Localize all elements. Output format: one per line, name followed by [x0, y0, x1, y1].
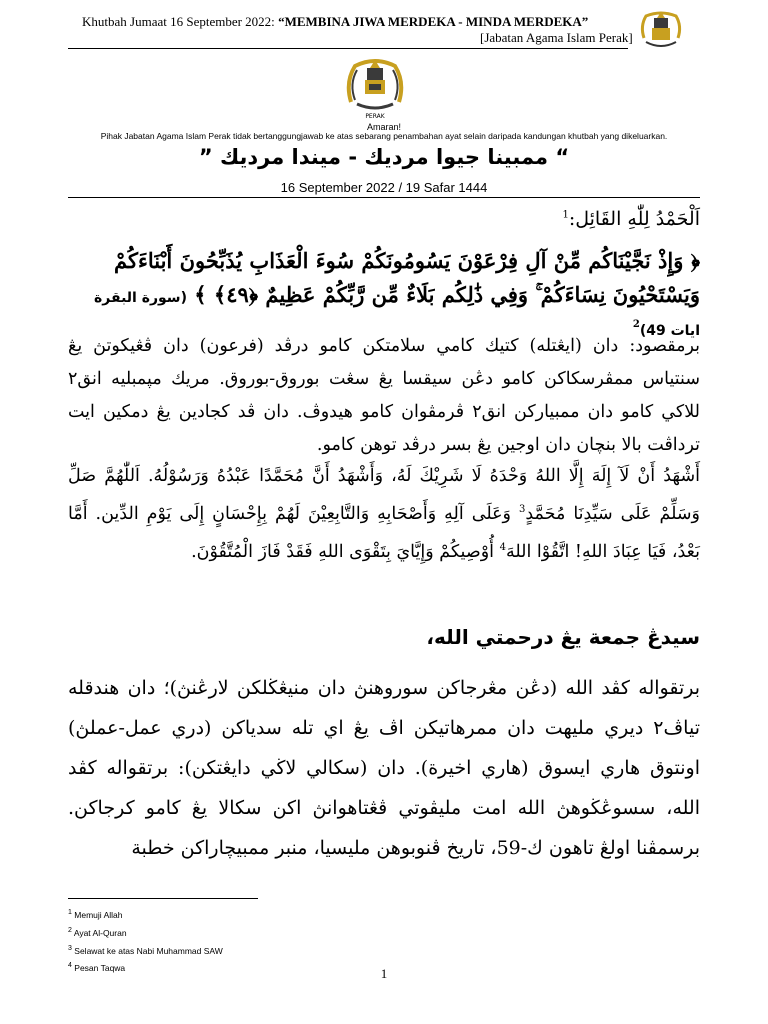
- footnote-divider: [68, 898, 258, 899]
- footnote: $^1$ Memuji Allah: [68, 909, 123, 920]
- footnote: $^2$ Ayat Al-Quran: [68, 926, 127, 938]
- warning-label: Amaran!: [366, 122, 401, 132]
- page-number: 1: [380, 966, 388, 981]
- perak-crest-icon: [636, 8, 686, 52]
- header-department: [Jabatan Agama Islam Perak]: [480, 30, 633, 45]
- shahadah-paragraph: أَشْهَدُ أَنْ لَآ إِلَهَ إِلَّا اللهُ وَحْدَهُ لَا شَرِيْكَ لَهُ، وَأَشْهَدُ أَنَّ مُحَمَّدًا عَبْدُهُ وَرَسُوْلُهُ. اَللّٰهُمَّ صَلِّ وَسَلِّمْ عَلَى سَيِّدِنَا مُحَمَّدٍ$^3$ وَعَلَى آلِهِ وَأَصْحَابِهِ وَالتَّابِعِيْنَ لَهُمْ بِإِحْسَانٍ إِلَى يَوْمِ الدِّين. أَمَّا بَعْدُ، فَيَا عِبَادَ اللهِ! اتَّقُوْا اللهَ$^4$ أُوْصِيكُمْ وَإِيَّايَ بِتَقْوَى اللهِ فَقَدْ فَازَ الْمُتَّقُوْنَ.: [68, 466, 701, 562]
- footnote-ref: 4: [499, 541, 506, 553]
- perak-crest-icon: [343, 56, 407, 120]
- sermon-paragraph: برتقواله كڤد الله (دڠن مڠرجاكن سوروهنڽ دان منيڠڬلكن لارڠنڽ)؛ دان هندقله تياڤ٢ ديري مليهت دان ممرهاتيكن اڤ يڠ اي تله سدياكن (دري عمل-عملڽ) اونتوق هاري ايسوق (هاري اخيرة). دان (سكالي لاڬي دايڠتكن): برتقواله كڤد الله، سسوڠڬوهڽ الله امت مليڤوتي ڤڠتاهوانڽ اكن سكالا يڠ كامو كرجاكن. برسمڤنا اولڠ تاهون ك-59، تاريخ ڤنوبوهن مليسيا، منبر ممبيچاراكن خطبة: [68, 677, 700, 859]
- footnote: $^3$ Selawat ke atas Nabi Muhammad SAW: [68, 944, 223, 956]
- header-divider: [68, 48, 628, 49]
- surah-reference: (سورة البقرة ايات 49): [94, 289, 700, 340]
- title-divider: [68, 197, 700, 198]
- crest-label: PERAK: [365, 113, 385, 120]
- sermon-date: 16 September 2022 / 19 Safar 1444: [280, 180, 488, 195]
- disclaimer-text: Pihak Jabatan Agama Islam Perak tidak bertanggungjawab ke atas sebarang penambahan ayat selain daripada kandungan khutbah yang dikeluarkan.: [100, 131, 668, 141]
- footnote-ref: 2: [632, 319, 640, 331]
- verse-text: ﴿ وَإِذْ نَجَّيْنَاكُم مِّنْ آلِ فِرْعَوْنَ يَسُومُونَكُمْ سُوءَ الْعَذَابِ يُذَبِّحُونَ أَبْنَاءَكُمْ وَيَسْتَحْيُونَ نِسَاءَكُمْ ۚ وَفِي ذَٰلِكُم بَلَاءٌ مِّن رَّبِّكُمْ عَظِيمٌ ﴿٤٩﴾ ﴾: [114, 248, 700, 307]
- hamdalah-line: اَلْحَمْدُ لِلّٰهِ القَائِل:$^1$: [562, 208, 700, 230]
- header-title: Khutbah Jumaat 16 September 2022: “MEMBINA JIWA MERDEKA - MINDA MERDEKA”: [82, 14, 589, 29]
- footnote-ref: 1: [562, 209, 569, 221]
- sermon-title: “ ممبينا جيوا مرديك - ميندا مرديك ”: [198, 145, 570, 169]
- verse-translation: برمقصود: دان (ايڠتله) كتيك كامي سلامتكن كامو درڤد (فرعون) دان ڤڠيكوتڽ يڠ سنتياس ممڤرسكاكن كامو دڠن سيقسا يڠ سڠت بوروق-بوروق. مريك مڽمبليه انق٢ للاكي كامو دان ممبياركن انق٢ ڤرمڤوان كامو هيدوڤ. دان ڤد كجادين يڠ دمكين ايت ترداڤت بالا بنچان دان اوجين يڠ بسر درڤد توهن كامو.: [68, 336, 701, 455]
- section-heading: سيدڠ جمعة يڠ درحمتي الله،: [426, 625, 700, 649]
- footnote: $^4$ Pesan Taqwa: [68, 962, 126, 974]
- footnote-ref: 3: [519, 504, 526, 515]
